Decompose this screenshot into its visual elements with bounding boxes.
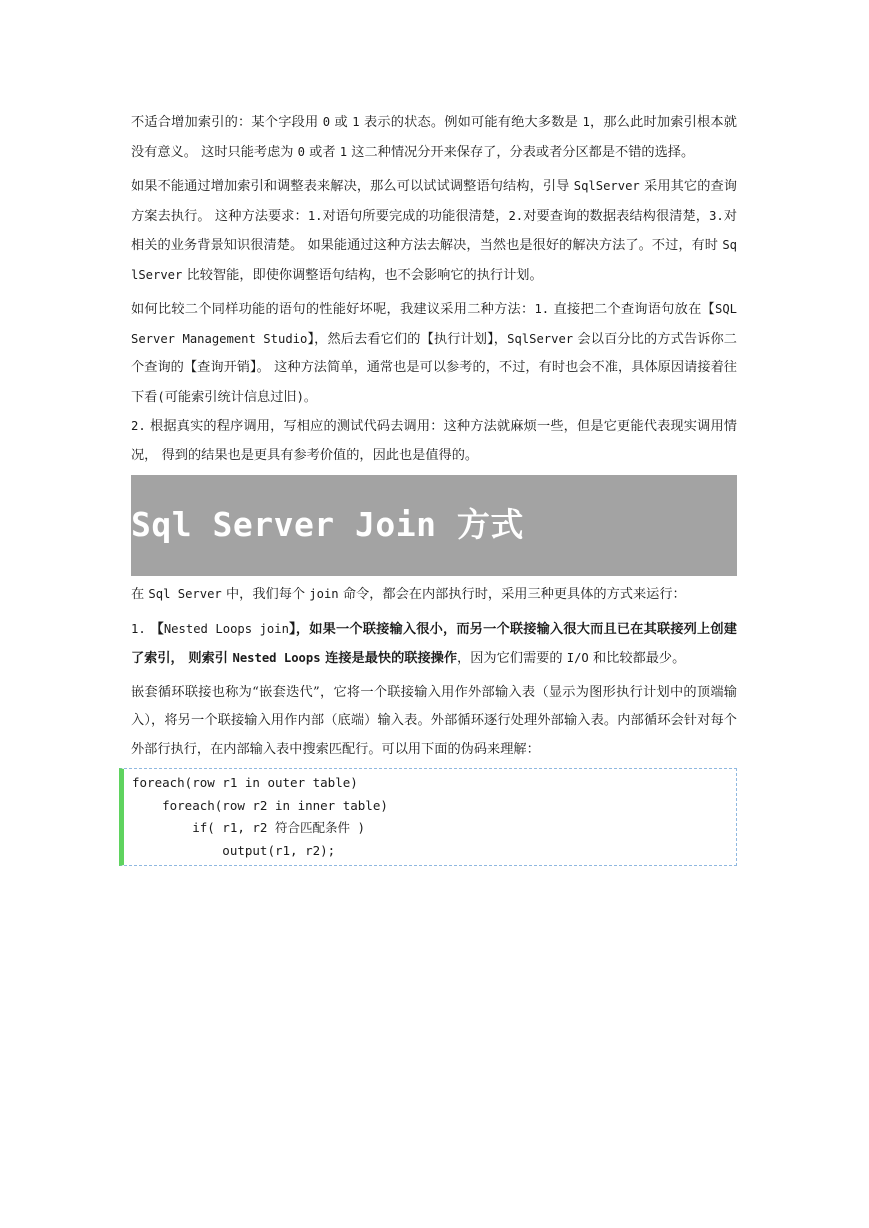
inline-code: join: [309, 587, 339, 601]
inline-code: 1.: [534, 302, 550, 316]
text-run: 【: [145, 621, 164, 637]
text-run: 对语句所要完成的功能很清楚，: [322, 208, 509, 224]
text-run: 或者: [304, 144, 340, 160]
inline-code: 1: [352, 115, 360, 129]
text-run: 或: [330, 115, 353, 130]
code-line: foreach(row r1 in outer table): [132, 775, 358, 790]
document-page: [131, 108, 737, 866]
text-run: ，那么此时加索引根本就没有意义。 这时只能考虑为: [131, 115, 737, 160]
inline-code: 1: [339, 144, 348, 159]
inline-code: 1.: [131, 621, 146, 636]
paragraph-nested-iteration: [131, 679, 737, 765]
code-line: if( r1, r2 符合匹配条件 ): [132, 820, 366, 835]
text-run: 中，我们每个: [221, 587, 310, 602]
section-heading-banner: [131, 475, 737, 576]
text-run: 直接把二个查询语句放在【: [549, 302, 715, 317]
inline-code: Nested Loops join: [163, 621, 289, 636]
paragraph-method-two: [131, 412, 737, 470]
paragraph-join-intro: [131, 580, 737, 610]
bold-text-run: 连接是最快的联接操作: [320, 651, 458, 666]
paragraph-adjust-statement: [131, 172, 737, 290]
code-block: [119, 768, 737, 866]
code-line: output(r1, r2);: [132, 842, 336, 858]
bold-text-run: 】，如果一个联接输入很小，而另一个联接输入很大而且已在其联接列上创建了索引， 则索引: [131, 621, 737, 666]
text-run: 比较智能，即使你调整语句结构，也不会影响它的执行计划。: [182, 267, 543, 283]
inline-code: 0: [297, 144, 305, 159]
text-run: 表示的状态。例如可能有绝大多数是: [359, 115, 583, 130]
inline-code: Nested Loops: [232, 651, 321, 665]
text-run: ，因为它们需要的: [457, 651, 567, 666]
inline-code: (: [157, 389, 165, 404]
text-run: 会以百分比的方式告诉你二个查询的【查询开销】。 这种方法简单，通常也是可以参考的，不过，有时也会不准，具体原因请接着往下看: [131, 331, 737, 405]
inline-code: 1.: [307, 208, 323, 223]
inline-code: 2.: [508, 208, 524, 223]
text-run: 对要查询的数据表结构很清楚，: [523, 208, 710, 224]
section-heading: Sql Server Join 方式: [131, 505, 524, 544]
inline-code: 0: [322, 115, 331, 129]
inline-code: 3.: [709, 208, 724, 223]
paragraph-nested-loops: [131, 615, 737, 674]
paragraph-compare-methods: [131, 295, 737, 412]
text-run: 嵌套循环联接也称为“嵌套迭代”，它将一个联接输入用作外部输入表（显示为图形执行计划中的顶端输入），将另一个联接输入用作内部（底端）输入表。外部循环逐行处理外部输入表。内部循环会针对每个外部行执行，在内部输入表中搜索匹配行。可以用下面的伪码来理解：: [131, 684, 737, 757]
text-run: 命令，都会在内部执行时，采用三种更具体的方式来运行：: [338, 587, 686, 602]
text-run: 对相关的业务背景知识很清楚。 如果能通过这种方法去解决，当然也是很好的解决方法了。不过，有时: [131, 208, 738, 253]
text-run: 如何比较二个同样功能的语句的性能好坏呢，我建议采用二种方法：: [131, 302, 535, 317]
text-run: 这二种情况分开来保存了，分表或者分区都是不错的选择。: [347, 144, 695, 160]
inline-code: 2.: [131, 419, 146, 433]
inline-code: SqlServer: [573, 179, 640, 193]
code-line: foreach(row r2 in inner table): [132, 797, 388, 813]
text-run: 采用其它的查询方案去执行。 这种方法要求：: [131, 179, 737, 224]
inline-code: Sql Server: [148, 587, 222, 601]
text-run: 不适合增加索引的：某个字段用: [131, 115, 323, 130]
text-run: 在: [131, 587, 149, 602]
text-run: 和比较都最少。: [588, 651, 686, 666]
paragraph-index-unsuitable: [131, 108, 737, 167]
text-run: 】，然后去看它们的【执行计划】，: [307, 331, 508, 347]
text-run: 可能索引统计信息过旧: [164, 389, 297, 405]
inline-code: I/O: [566, 651, 589, 665]
inline-code: 1: [582, 115, 590, 129]
text-run: 如果不能通过增加索引和调整表来解决，那么可以试试调整语句结构，引导: [131, 179, 574, 194]
text-run: 根据真实的程序调用，写相应的测试代码去调用：这种方法就麻烦一些，但是它更能代表现实调用情况， 得到的结果也是更具有参考价值的，因此也是值得的。: [131, 419, 737, 463]
inline-code: SqlServer: [131, 238, 737, 282]
inline-code: )。: [296, 389, 317, 404]
inline-code: SqlServer: [507, 331, 574, 346]
inline-code: SQL Server Management Studio: [131, 302, 737, 346]
